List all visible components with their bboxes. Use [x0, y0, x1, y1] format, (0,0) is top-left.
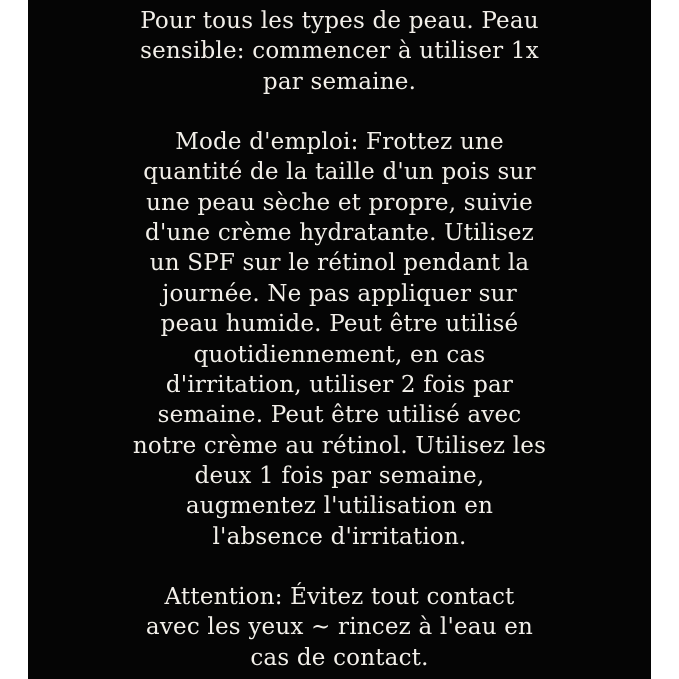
usage-line-13: augmentez l'utilisation en [185, 493, 494, 520]
usage-line-1: Mode d'emploi: Frottez une [175, 128, 504, 155]
paragraph-usage [88, 127, 591, 552]
warning-line-2: avec les yeux ~ rincez à l'eau en [145, 614, 534, 641]
usage-line-7: peau humide. Peut être utilisé [160, 311, 519, 338]
usage-line-9: d'irritation, utiliser 2 fois par [165, 371, 514, 398]
usage-line-11: notre crème au rétinol. Utilisez les [132, 432, 547, 459]
instructions-panel [28, 0, 651, 679]
usage-line-2: quantité de la taille d'un pois sur [143, 159, 536, 186]
intro-line-1: Pour tous les types de peau. Peau [140, 7, 539, 34]
intro-line-3: par semaine. [262, 68, 417, 95]
usage-line-5: un SPF sur le rétinol pendant la [149, 250, 530, 277]
intro-line-2: sensible: commencer à utiliser 1x [140, 38, 539, 65]
usage-line-14: l'absence d'irritation. [212, 523, 467, 550]
paragraph-intro [88, 6, 591, 97]
usage-line-12: deux 1 fois par semaine, [194, 462, 485, 489]
usage-line-3: une peau sèche et propre, suivie [146, 189, 533, 216]
warning-line-1: Attention: Évitez tout contact [164, 584, 515, 611]
usage-line-10: semaine. Peut être utilisé avec [157, 402, 522, 429]
usage-line-8: quotidiennement, en cas [193, 341, 486, 368]
warning-line-3: cas de contact. [250, 644, 429, 671]
usage-line-6: journée. Ne pas appliquer sur [162, 280, 517, 307]
usage-line-4: d'une crème hydratante. Utilisez [145, 220, 534, 247]
paragraph-warning [88, 582, 591, 673]
